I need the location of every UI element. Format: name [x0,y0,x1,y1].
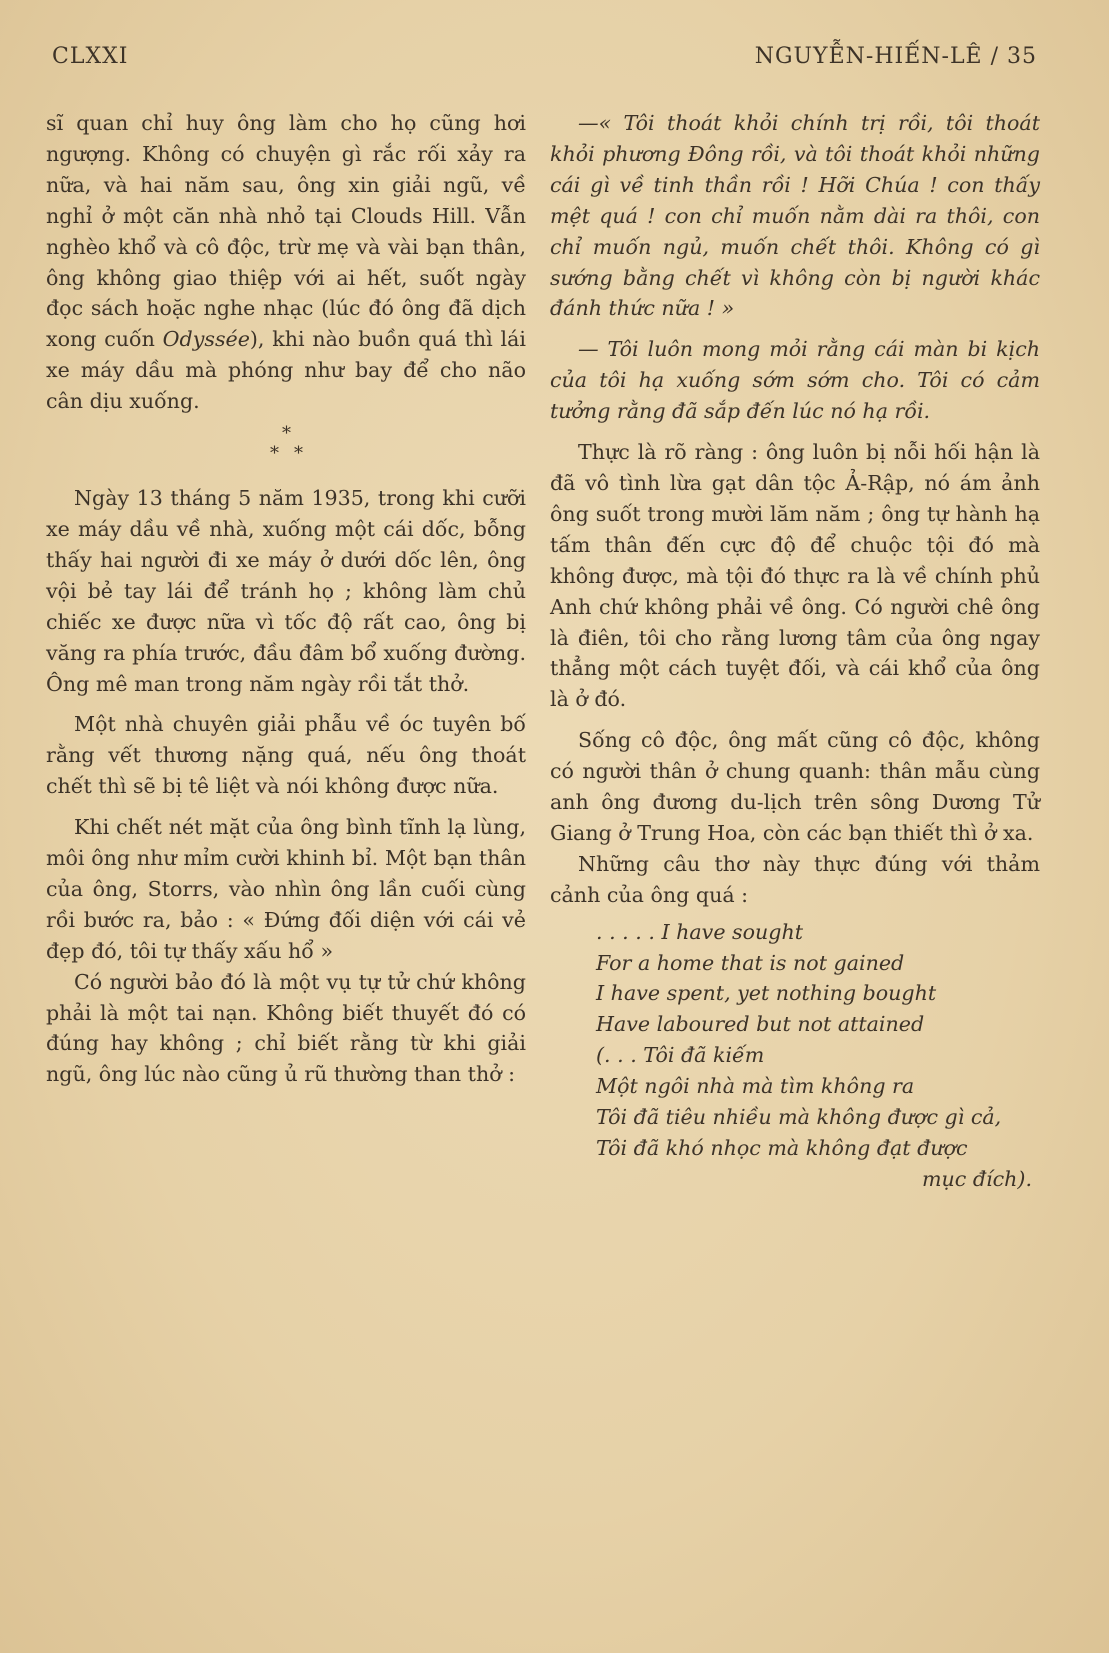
quotation: —« Tôi thoát khỏi chính trị rồi, tôi thoát khỏi phương Đông rồi, và tôi thoát khỏi những cái gì về tinh thần rồi ! Hỡi Chúa ! con thấy mệt quá ! con chỉ muốn nằm dài ra thôi, con chỉ muốn ngủ, muốn chết thôi. Không có gì sướng bằng chết vì không còn bị người khác đánh thức nữa ! » [550,111,1040,321]
quotation: — Tôi luôn mong mỏi rằng cái màn bi kịch của tôi hạ xuống sớm sớm cho. Tôi có cảm tưởng rằng đã sắp đến lúc nó hạ rồi. [550,337,1040,424]
poem-line: Tôi đã tiêu nhiều mà không được gì cả, [596,1105,1002,1130]
author-page-number: NGUYỄN-HIẾN-LÊ / 35 [754,44,1037,69]
running-header [52,44,1037,78]
book-title: Odyssée [162,327,250,352]
poem-line: I have spent, yet nothing bought [596,981,937,1006]
paragraph: Thực là rõ ràng : ông luôn bị nỗi hối hận là đã vô tình lừa gạt dân tộc Ả-Rập, nó ám ảnh ông suốt trong mười lăm năm ; ông tự hành hạ tấm thân đến cực độ để chuộc tội đó mà không được, mà tội đó thực ra là về chính phủ Anh chứ không phải về ông. Có người chê ông là điên, tôi cho rằng lương tâm của ông ngay thẳng một cách tuyệt đối, và cái khổ của ông là ở đó. [550,440,1040,712]
paragraph: Những câu thơ này thực đúng với thảm cảnh của ông quá : [550,851,1040,907]
poem [550,917,1040,1195]
paragraph: Ngày 13 tháng 5 năm 1935, trong khi cưỡi xe máy dầu về nhà, xuống một cái dốc, bỗng thấy hai người đi xe máy ở dưới dốc lên, ông vội bẻ tay lái để tránh họ ; không làm chủ chiếc xe được nữa vì tốc độ rất cao, ông bị văng ra phía trước, đầu đâm bổ xuống đường. Ông mê man trong năm ngày rồi tắt thở. [46,486,526,696]
poem-line: For a home that is not gained [596,950,905,975]
right-column [550,108,1040,1195]
poem-line: (. . . Tôi đã kiếm [596,1043,765,1068]
poem-line: Tôi đã khó nhọc mà không đạt được [596,1136,968,1160]
paragraph [46,108,526,417]
separator-star: * [282,423,291,445]
poem-line: Một ngôi nhà mà tìm không ra [596,1074,915,1099]
paragraph: Khi chết nét mặt của ông bình tĩnh lạ lùng, môi ông như mỉm cười khinh bỉ. Một bạn thân của ông, Storrs, vào nhìn ông lần cuối cùng rồi bước ra, bảo : « Đứng đối diện với cái vẻ đẹp đó, tôi tự thấy xấu hổ » [46,815,526,963]
section-separator [46,421,526,483]
paragraph: Có người bảo đó là một vụ tự tử chứ không phải là một tai nạn. Không biết thuyết đó có đúng hay không ; chỉ biết rằng từ khi giải ngũ, ông lúc nào cũng ủ rũ thường than thở : [46,969,526,1087]
poem-line: . . . . . I have sought [596,919,804,944]
paragraph: Sống cô độc, ông mất cũng cô độc, không có người thân ở chung quanh: thân mẫu cùng anh ông đương du-lịch trên sông Dương Tử Giang ở Trung Hoa, còn các bạn thiết thì ở xa. [550,728,1040,845]
poem-line: mục đích). [921,1166,1032,1191]
chapter-number: CLXXI [52,44,129,69]
paragraph: Một nhà chuyên giải phẫu về óc tuyên bố rằng vết thương nặng quá, nếu ông thoát chết thì sẽ bị tê liệt và nói không được nữa. [46,712,526,799]
separator-star: * [270,443,279,465]
paragraph-text: ), khi nào buồn quá thì lái xe máy dầu mà phóng như bay để cho não cân dịu xuống. [46,327,526,414]
separator-star: * [294,443,303,465]
paragraph-text: sĩ quan chỉ huy ông làm cho họ cũng hơi ngượng. Không có chuyện gì rắc rối xảy ra nữa, và hai năm sau, ông xin giải ngũ, về nghỉ ở một căn nhà nhỏ tại Clouds Hill. Vẫn nghèo khổ và cô độc, trừ mẹ và vài bạn thân, ông không giao thiệp với ai hết, suốt ngày đọc sách hoặc nghe nhạc (lúc đó ông đã dịch xong cuốn [46,111,526,352]
poem-line: Have laboured but not attained [596,1012,925,1037]
left-column [46,108,526,1090]
